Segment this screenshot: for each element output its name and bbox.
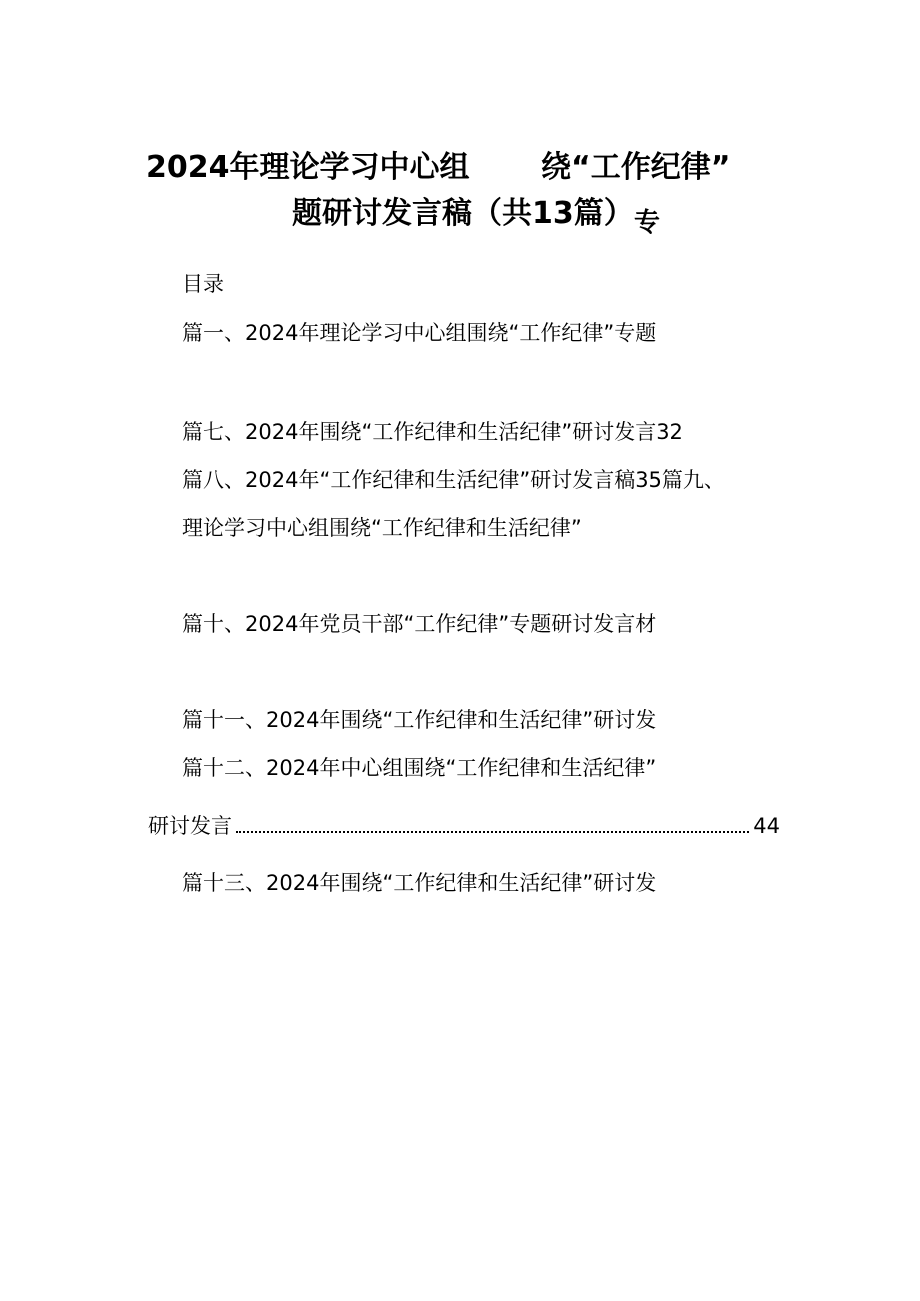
toc-entry-12-continuation-text: 研讨发言 — [148, 814, 232, 838]
dot-leader — [236, 830, 749, 833]
toc-entry-8[interactable]: 篇八、2024年“工作纪律和生活纪律”研讨发言稿35篇九、 — [182, 468, 725, 492]
toc-entry-9[interactable]: 理论学习中心组围绕“工作纪律和生活纪律” — [182, 516, 582, 540]
toc-entry-7[interactable]: 篇七、2024年围绕“工作纪律和生活纪律”研讨发言32 — [182, 420, 683, 444]
toc-entry-13[interactable]: 篇十三、2024年围绕“工作纪律和生活纪律”研讨发 — [182, 871, 657, 895]
title-line-1-left: 2024年理论学习中心组 — [146, 150, 470, 185]
toc-heading: 目录 — [182, 272, 224, 296]
toc-entry-12[interactable]: 篇十二、2024年中心组围绕“工作纪律和生活纪律” — [182, 756, 657, 780]
title-line-1-right: 绕“工作纪律” — [541, 150, 731, 185]
title-line-2: 题研讨发言稿（共13篇） — [292, 196, 634, 231]
toc-entry-11[interactable]: 篇十一、2024年围绕“工作纪律和生活纪律”研讨发 — [182, 708, 657, 732]
title-line-2-tail: 专 — [634, 208, 661, 238]
toc-entry-12-page-number: 44 — [753, 814, 780, 838]
toc-entry-1[interactable]: 篇一、2024年理论学习中心组围绕“工作纪律”专题 — [182, 321, 657, 345]
toc-entry-10[interactable]: 篇十、2024年党员干部“工作纪律”专题研讨发言材 — [182, 612, 657, 636]
toc-entry-12-continuation[interactable] — [148, 812, 780, 840]
